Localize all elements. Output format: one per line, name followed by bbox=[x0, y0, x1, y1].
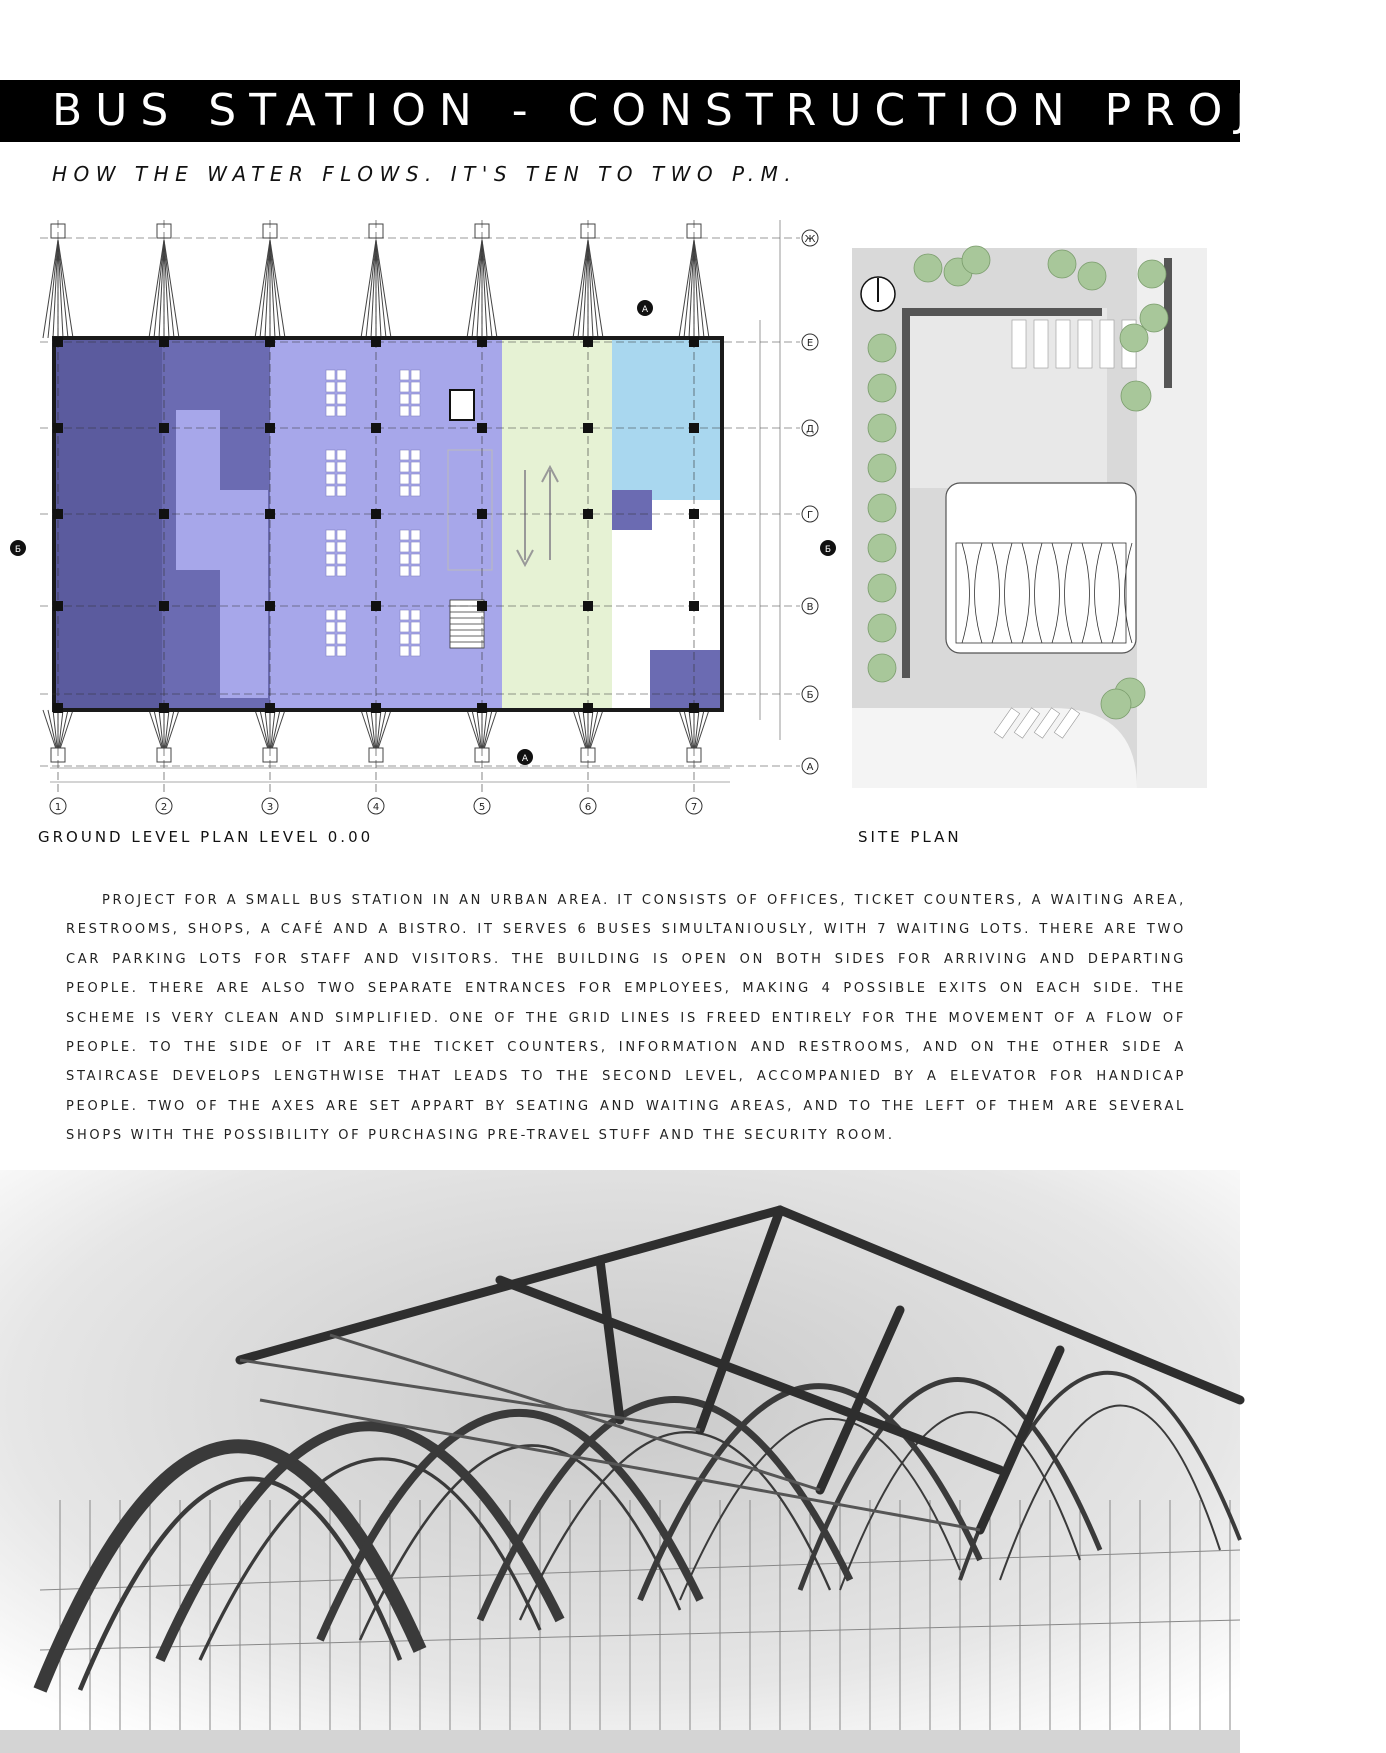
grid-col-7: 7 bbox=[690, 802, 698, 813]
column bbox=[583, 509, 593, 519]
seat bbox=[337, 646, 346, 656]
tree bbox=[868, 534, 896, 562]
column bbox=[265, 423, 275, 433]
site-courtyard bbox=[907, 308, 1107, 488]
tree bbox=[868, 654, 896, 682]
seat bbox=[411, 622, 420, 632]
truss-member bbox=[578, 240, 588, 338]
seat bbox=[400, 646, 409, 656]
column bbox=[477, 509, 487, 519]
column bbox=[583, 703, 593, 713]
seat bbox=[411, 530, 420, 540]
seat bbox=[326, 554, 335, 564]
grid-col-3: 3 bbox=[266, 802, 274, 813]
seat bbox=[400, 634, 409, 644]
column bbox=[583, 337, 593, 347]
column bbox=[159, 337, 169, 347]
page-subtitle: HOW THE WATER FLOWS. IT'S TEN TO TWO P.M. bbox=[52, 162, 798, 186]
seat bbox=[326, 462, 335, 472]
seat bbox=[326, 610, 335, 620]
tree bbox=[1121, 381, 1151, 411]
seat bbox=[411, 382, 420, 392]
parking-bay bbox=[1012, 320, 1026, 368]
tree bbox=[868, 494, 896, 522]
column bbox=[371, 509, 381, 519]
tree bbox=[868, 614, 896, 642]
seat bbox=[337, 486, 346, 496]
column bbox=[53, 509, 63, 519]
column bbox=[265, 703, 275, 713]
truss-member bbox=[58, 240, 68, 338]
seat bbox=[411, 634, 420, 644]
tree bbox=[962, 246, 990, 274]
seat bbox=[337, 462, 346, 472]
seat bbox=[337, 382, 346, 392]
floor-plan-caption: GROUND LEVEL PLAN LEVEL 0.00 bbox=[38, 828, 374, 846]
page-title: BUS STATION - CONSTRUCTION PROJECT bbox=[52, 85, 1386, 136]
column bbox=[265, 601, 275, 611]
column bbox=[159, 423, 169, 433]
column bbox=[371, 601, 381, 611]
column bbox=[477, 337, 487, 347]
seat bbox=[411, 646, 420, 656]
column bbox=[53, 423, 63, 433]
seat bbox=[337, 554, 346, 564]
shop-units bbox=[176, 410, 220, 570]
grid-row-1: Ж bbox=[804, 234, 816, 245]
parking-bay bbox=[1100, 320, 1114, 368]
seat bbox=[337, 394, 346, 404]
seat bbox=[400, 462, 409, 472]
grid-row-2: Е bbox=[806, 338, 814, 349]
canopy-perspective-sketch bbox=[0, 1170, 1240, 1753]
restroom-zone bbox=[612, 340, 720, 500]
column bbox=[371, 423, 381, 433]
grid-col-2: 2 bbox=[160, 802, 168, 813]
truss-member bbox=[366, 240, 376, 338]
grid-row-5: В bbox=[806, 602, 814, 613]
grid-col-6: 6 bbox=[584, 802, 592, 813]
seat bbox=[400, 566, 409, 576]
seat bbox=[400, 542, 409, 552]
column bbox=[477, 423, 487, 433]
seat bbox=[337, 610, 346, 620]
seat bbox=[411, 474, 420, 484]
seat bbox=[337, 474, 346, 484]
column bbox=[371, 337, 381, 347]
seat bbox=[411, 554, 420, 564]
truss-member bbox=[694, 240, 704, 338]
grid-row-7: А bbox=[806, 762, 814, 773]
seat bbox=[411, 542, 420, 552]
truss-member bbox=[588, 240, 598, 338]
ground-floor-plan bbox=[14, 220, 850, 820]
seat bbox=[326, 382, 335, 392]
tree bbox=[914, 254, 942, 282]
seat bbox=[400, 622, 409, 632]
seat bbox=[400, 474, 409, 484]
seat bbox=[337, 566, 346, 576]
truss-member bbox=[260, 240, 270, 338]
shop-units-2 bbox=[220, 490, 268, 698]
tree bbox=[868, 414, 896, 442]
grid-row-6: Б bbox=[806, 690, 814, 701]
truss-member bbox=[154, 240, 164, 338]
seat bbox=[411, 462, 420, 472]
tree bbox=[1120, 324, 1148, 352]
tree bbox=[868, 334, 896, 362]
seat bbox=[400, 554, 409, 564]
tree bbox=[1078, 262, 1106, 290]
column bbox=[689, 601, 699, 611]
column bbox=[265, 337, 275, 347]
seat bbox=[411, 370, 420, 380]
truss-member bbox=[482, 240, 492, 338]
column bbox=[583, 423, 593, 433]
seat bbox=[400, 530, 409, 540]
main-hall bbox=[502, 340, 612, 708]
grid-row-3: Д bbox=[806, 424, 814, 435]
seat bbox=[337, 542, 346, 552]
seat bbox=[326, 394, 335, 404]
sketch-ground bbox=[0, 1730, 1240, 1753]
site-plan-caption: SITE PLAN bbox=[858, 828, 962, 846]
seat bbox=[326, 370, 335, 380]
grid-col-5: 5 bbox=[478, 802, 486, 813]
column bbox=[689, 703, 699, 713]
column bbox=[159, 703, 169, 713]
truss-member bbox=[48, 240, 58, 338]
column bbox=[477, 601, 487, 611]
seat bbox=[326, 486, 335, 496]
column bbox=[689, 509, 699, 519]
seat bbox=[337, 530, 346, 540]
site-wall bbox=[902, 308, 910, 678]
grid-col-4: 4 bbox=[372, 802, 380, 813]
seat bbox=[400, 450, 409, 460]
truss-member bbox=[376, 240, 386, 338]
parking-bay bbox=[1078, 320, 1092, 368]
seat bbox=[326, 634, 335, 644]
column bbox=[689, 423, 699, 433]
seat bbox=[326, 566, 335, 576]
column bbox=[159, 509, 169, 519]
project-description: PROJECT FOR A SMALL BUS STATION IN AN URBAN AREA. IT CONSISTS OF OFFICES, TICKET COUNTERS, A WAITING AREA, RESTROOMS, SHOPS, A CAFÉ AND A BISTRO. IT SERVES 6 BUSES SIMULTANIOUSLY, WITH 7 WAITING LOTS. THERE ARE TWO CAR PARKING LOTS FOR STAFF AND VISITORS. THE BUILDING IS OPEN ON BOTH SIDES FOR ARRIVING AND DEPARTING PEOPLE. THERE ARE ALSO TWO SEPARATE ENTRANCES FOR EMPLOYEES, MAKING 4 POSSIBLE EXITS ON EACH SIDE. THE SCHEME IS VERY CLEAN AND SIMPLIFIED. ONE OF THE GRID LINES IS FREED ENTIRELY FOR THE MOVEMENT OF A FLOW OF PEOPLE. TO THE SIDE OF IT ARE THE TICKET COUNTERS, INFORMATION AND RESTROOMS, AND ON THE OTHER SIDE A STAIRCASE DEVELOPS LENGTHWISE THAT LEADS TO THE SECOND LEVEL, ACCOMPANIED BY A ELEVATOR FOR HANDICAP PEOPLE. TWO OF THE AXES ARE SET APPART BY SEATING AND WAITING AREAS, AND TO THE LEFT OF THEM ARE SEVERAL SHOPS WITH THE POSSIBILITY OF PURCHASING PRE-TRAVEL STUFF AND THE SECURITY ROOM. bbox=[66, 893, 1186, 1144]
section-mark-a-top: А bbox=[641, 305, 649, 315]
tree bbox=[1101, 689, 1131, 719]
tree bbox=[868, 454, 896, 482]
grid-col-1: 1 bbox=[54, 802, 62, 813]
truss-member bbox=[270, 240, 280, 338]
section-mark-a-bottom: А bbox=[521, 754, 529, 764]
seat bbox=[326, 646, 335, 656]
tree bbox=[1138, 260, 1166, 288]
seat bbox=[337, 370, 346, 380]
column bbox=[53, 601, 63, 611]
office-zone bbox=[56, 340, 162, 708]
parking-bay bbox=[1056, 320, 1070, 368]
bus-platform bbox=[946, 483, 1136, 653]
site-wall-top bbox=[902, 308, 1102, 316]
seat bbox=[411, 406, 420, 416]
truss-member bbox=[164, 240, 174, 338]
seat bbox=[326, 406, 335, 416]
tree bbox=[1048, 250, 1076, 278]
seat bbox=[326, 542, 335, 552]
parking-bay bbox=[1034, 320, 1048, 368]
seat bbox=[326, 622, 335, 632]
seat bbox=[411, 566, 420, 576]
tree bbox=[868, 374, 896, 402]
title-bar bbox=[0, 80, 1386, 142]
elevator bbox=[450, 390, 474, 420]
info-counter bbox=[612, 490, 652, 530]
seat bbox=[337, 634, 346, 644]
seat bbox=[400, 382, 409, 392]
section-mark-b-left: Б bbox=[14, 545, 22, 555]
column bbox=[53, 337, 63, 347]
seat bbox=[400, 610, 409, 620]
grid-row-4: Г bbox=[806, 510, 814, 521]
seat bbox=[326, 450, 335, 460]
column bbox=[53, 703, 63, 713]
column bbox=[477, 703, 487, 713]
seat bbox=[326, 530, 335, 540]
seat bbox=[337, 406, 346, 416]
staff-room bbox=[650, 650, 720, 708]
tree bbox=[1140, 304, 1168, 332]
seat bbox=[337, 622, 346, 632]
column bbox=[583, 601, 593, 611]
truss-member bbox=[472, 240, 482, 338]
column bbox=[265, 509, 275, 519]
section-mark-b-right: Б bbox=[824, 545, 832, 555]
seat bbox=[400, 406, 409, 416]
seat bbox=[326, 474, 335, 484]
seat bbox=[411, 450, 420, 460]
seat bbox=[400, 370, 409, 380]
seat bbox=[411, 394, 420, 404]
seat bbox=[400, 394, 409, 404]
column bbox=[159, 601, 169, 611]
truss-member bbox=[684, 240, 694, 338]
site-road-curve bbox=[852, 708, 1137, 788]
seat bbox=[400, 486, 409, 496]
seat bbox=[337, 450, 346, 460]
seat bbox=[411, 486, 420, 496]
seat bbox=[411, 610, 420, 620]
column bbox=[689, 337, 699, 347]
site-plan bbox=[852, 248, 1212, 793]
tree bbox=[868, 574, 896, 602]
column bbox=[371, 703, 381, 713]
